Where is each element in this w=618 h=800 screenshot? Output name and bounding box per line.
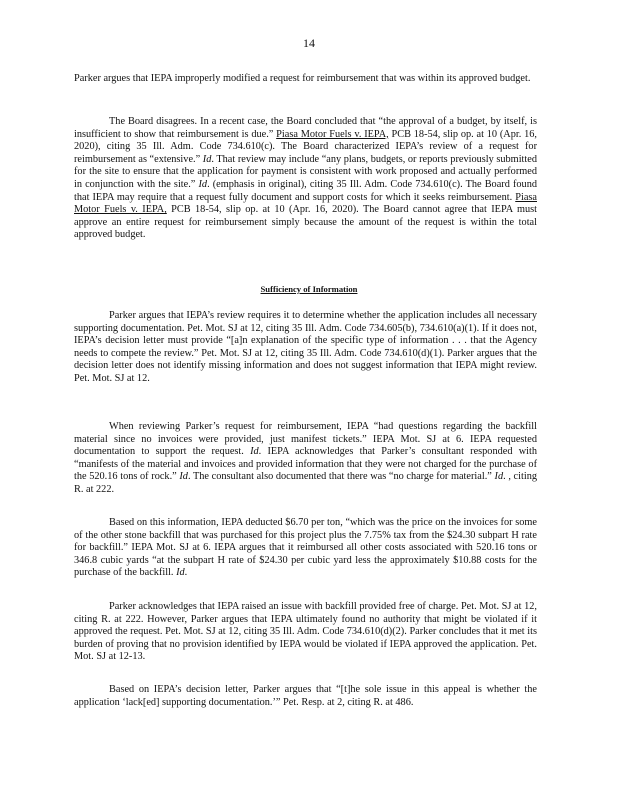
- paragraph-2-text: PCB 18-54, slip op. at 10 (Apr. 16, 2020). The Board cannot agree that IEPA must approve an entire request for reimbursement simply because the amount of the request is within the total approved budget.: [74, 204, 538, 241]
- page-number: 14: [303, 36, 315, 50]
- paragraph-5: [74, 517, 537, 580]
- paragraph-5-text: Based on this information, IEPA deducted $6.70 per ton, “which was the price on the invoices for some of the other stone backfill that was purchased for this project plus the 7.75% tax from the $24.30 subpart H rate for backfill.” IEPA Mot. SJ at 6. IEPA argues that it reimbursed all other costs associated with 520.16 tons or 346.8 cubic yards “at the subpart H rate of $24.30 per cubic yard less the approximately $10.88 costs for the purchase of the backfill.: [74, 517, 537, 579]
- paragraph-4-text: When reviewing Parker’s request for reimbursement, IEPA “had questions regarding the backfill material since no invoices were provided, just manifest tickets.” IEPA Mot. SJ at 6. IEPA requested documentation to support the request.: [74, 421, 537, 458]
- id-citation: Id: [198, 178, 208, 190]
- id-citation: Id: [202, 153, 212, 165]
- paragraph-2: [74, 116, 537, 242]
- id-citation: Id: [494, 471, 504, 483]
- id-citation: Id: [176, 567, 185, 579]
- paragraph-1-text: Parker argues that IEPA improperly modified a request for reimbursement that was within its approved budget.: [74, 73, 531, 84]
- paragraph-4-text: . IEPA acknowledges that Parker’s consultant responded with “manifests of the material and invoices and provided information that they were not charged for the purchase of the 520.16 tons of rock.”: [74, 446, 537, 483]
- paragraph-2-text: . (emphasis in original), citing 35 Ill. Adm. Code 734.610(c). The Board found that IEPA may require that a request fully document and support costs for which it seeks reimbursement.: [74, 178, 537, 203]
- paragraph-2-text: The Board disagrees. In a recent case, the Board concluded that “the approval of a budget, by itself, is insufficient to show that reimbursement is due.”: [74, 116, 537, 140]
- case-citation: Piasa Motor Fuels v. IEPA,: [74, 191, 537, 216]
- paragraph-1: [74, 73, 537, 86]
- paragraph-5-text: .: [184, 567, 188, 579]
- paragraph-3: [74, 310, 537, 386]
- paragraph-6-text: Parker acknowledges that IEPA raised an issue with backfill provided free of charge. Pet. Mot. SJ at 12, citing R. at 222. However, Parker argues that IEPA ultimately found no authority that might be violated if it approved the request. Pet. Mot. SJ at 12, citing 35 Ill. Adm. Code 734.610(d)(2). Parker concludes that it met its burden of proving that no provision identified by IEPA would be violated if IEPA approved the application. Pet. Mot. SJ at 12-13.: [74, 601, 537, 663]
- paragraph-7-text: Based on IEPA’s decision letter, Parker argues that “[t]he sole issue in this appeal is whether the application ‘lack[ed] supporting documentation.’” Pet. Resp. at 2, citing R. at 486.: [74, 684, 537, 708]
- case-citation: Piasa Motor Fuels v. IEPA,: [276, 128, 389, 140]
- id-citation: Id: [179, 471, 188, 483]
- paragraph-4-text: . , citing R. at 222.: [74, 471, 538, 495]
- paragraph-7: [74, 684, 537, 709]
- paragraph-4-text: . The consultant also documented that there was “no charge for material.”: [187, 471, 495, 483]
- paragraph-2-text: PCB 18-54, slip op. at 10 (Apr. 16, 2020), citing 35 Ill. Adm. Code 734.610(c). The Board characterized IEPA’s review of a request for reimbursement as “extensive.”: [74, 128, 537, 165]
- paragraph-4: [74, 421, 537, 497]
- id-citation: Id: [250, 446, 259, 458]
- section-heading: Sufficiency of Information: [260, 284, 358, 294]
- paragraph-6: [74, 601, 537, 664]
- paragraph-3-text: Parker argues that IEPA’s review requires it to determine whether the application includes all necessary supporting documentation. Pet. Mot. SJ at 12, citing 35 Ill. Adm. Code 734.605(b), 734.610(a)(1). If it does not, IEPA’s decision letter must provide “[a]n explanation of the specific type of information . . . that the Agency needs to compete the review.” Pet. Mot. SJ at 12, citing 35 Ill. Adm. Code 734.610(d)(1). Parker argues that the decision letter does not identify missing information and does not suggest information that IEPA might review. Pet. Mot. SJ at 12.: [74, 310, 537, 384]
- paragraph-2-text: . That review may include “any plans, budgets, or reports previously submitted for the site to ensure that the application for payment is consistent with work proposed and actually performed in conjunction with the site.”: [74, 153, 537, 190]
